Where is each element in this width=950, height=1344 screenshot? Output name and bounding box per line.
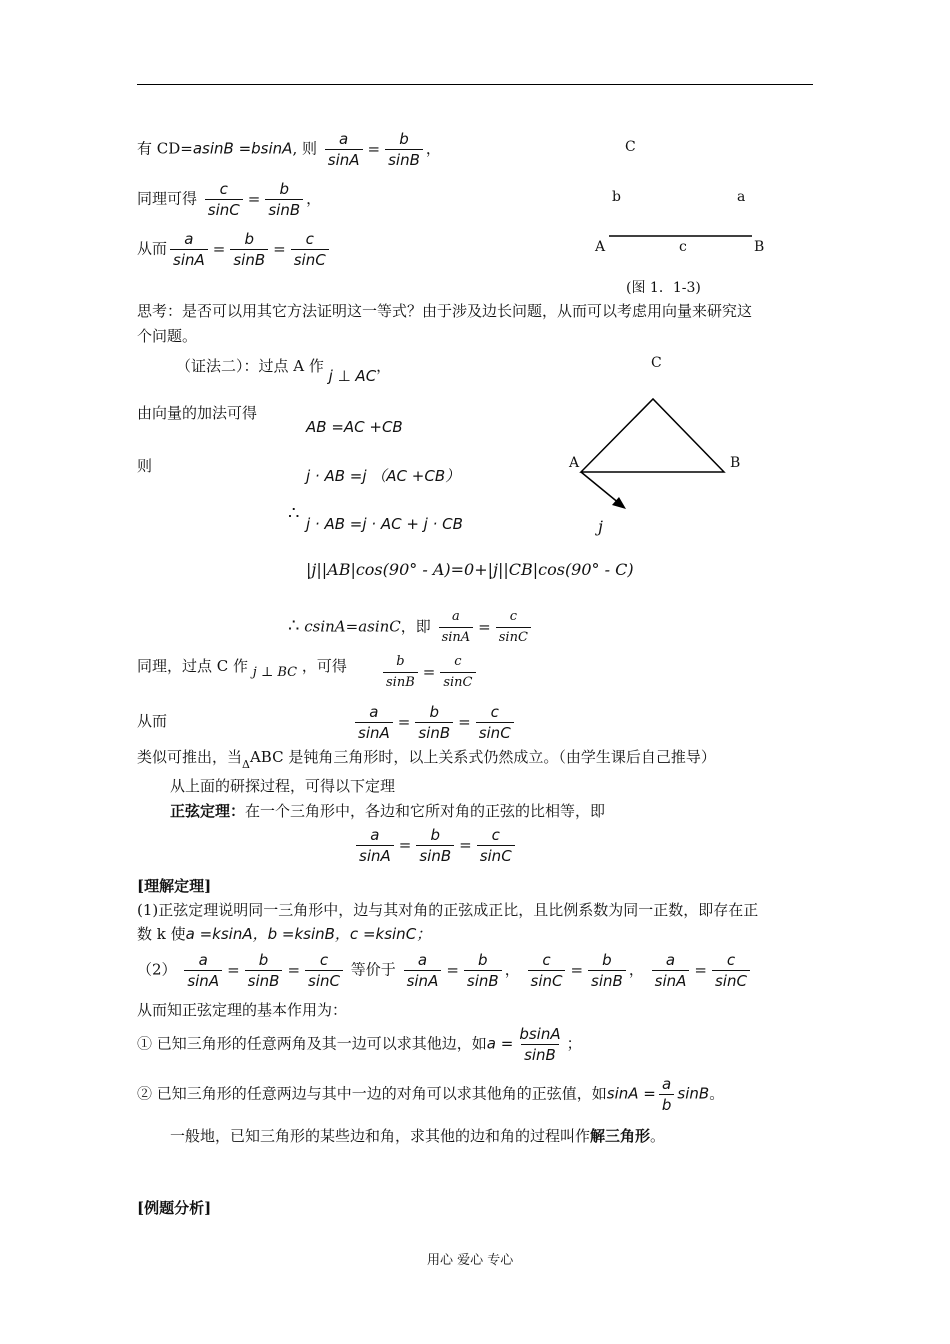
denominator: sinB	[464, 970, 502, 990]
numerator: b	[430, 826, 440, 844]
numerator: c	[509, 609, 517, 624]
numerator: a	[339, 130, 349, 148]
denominator: sinB	[383, 672, 418, 692]
numerator: a	[370, 826, 380, 844]
use1-lhs: a =	[486, 1034, 514, 1053]
numerator: a	[451, 609, 460, 624]
vector-addition-eq: AB =AC +CB	[306, 418, 403, 436]
csinA-eq: csinA=asinC	[304, 617, 401, 636]
understand-p1b	[137, 923, 431, 944]
fraction	[652, 951, 690, 990]
denominator: sinB	[415, 722, 453, 742]
fraction	[415, 703, 453, 742]
fraction	[476, 703, 514, 742]
separator: ，	[628, 960, 644, 979]
numerator: c	[454, 654, 462, 669]
fraction	[184, 951, 222, 990]
denominator: sinC	[476, 722, 514, 742]
denominator: sinC	[305, 970, 343, 990]
numerator: a	[184, 230, 194, 248]
numerator: b	[478, 951, 488, 969]
equivalent-text: 等价于	[350, 960, 396, 979]
fraction	[305, 951, 343, 990]
fig1-label-c-side: c	[679, 239, 687, 255]
fraction	[355, 703, 393, 742]
think-line2: 个问题。	[137, 327, 198, 345]
fig2-label-A: A	[569, 455, 580, 471]
theorem-title: 正弦定理：	[170, 802, 246, 820]
theorem-line	[170, 800, 605, 821]
denominator: sinA	[325, 149, 363, 169]
fraction	[356, 826, 394, 865]
perp-vector-j-bc: j ⊥ BC	[252, 665, 298, 680]
theorem-text: 在一个三角形中，各边和它所对角的正弦的比相等，即	[245, 802, 606, 820]
fig2-label-C: C	[651, 355, 662, 371]
fraction	[440, 653, 475, 692]
understand-p1a: (1)正弦定理说明同一三角形中，边与其对角的正弦成正比，且比例系数为同一正数，即存在正	[137, 901, 759, 919]
denominator: b	[659, 1094, 675, 1114]
denominator: sinC	[291, 249, 329, 269]
numerator: a	[662, 1075, 672, 1093]
understand-title: [理解定理]	[137, 877, 212, 895]
fraction	[383, 653, 418, 692]
line-therefore: 从而 $\frac{a}{\sin A}$ = $\frac{b}{\sin B}$ = $\frac{c}{\sin C}$	[137, 230, 332, 269]
line-similarly: 同理可得 $\frac{c}{\sin C}$ = $\frac{b}{\sin B}$ ，	[137, 180, 322, 219]
similar1-prefix: 同理，过点 C 作	[137, 657, 249, 675]
line1-tail: ，	[425, 139, 441, 158]
use2-line	[137, 1075, 724, 1114]
p2-label: （2）	[137, 960, 177, 979]
proof2-label: （证法二）：过点 A 作	[176, 357, 324, 375]
fraction	[477, 826, 515, 865]
denominator: sinA	[404, 970, 442, 990]
numerator: c	[490, 703, 499, 721]
line-cd: 有 CD=asinB =bsinA, 则 $\frac{a}{\sin A}$ = $\frac{b}{\sin B}$ ，	[137, 130, 441, 169]
numerator: a	[665, 951, 676, 969]
similarly-via-c	[137, 655, 347, 680]
obtuse-line	[137, 746, 716, 771]
denominator: sinB	[588, 970, 626, 990]
then-label: 则	[137, 457, 153, 475]
denominator: sinB	[245, 970, 283, 990]
numerator: c	[491, 826, 500, 844]
fig1-label-b: b	[612, 189, 621, 205]
numerator: b	[429, 703, 439, 721]
solve-term: 解三角形	[590, 1127, 651, 1145]
think-line1: 思考：是否可以用其它方法证明这一等式？由于涉及边长问题，从而可以考虑用向量来研究这	[137, 302, 753, 320]
use2-text: ② 已知三角形的任意两边与其中一边的对角可以求其他角的正弦值，如	[137, 1084, 607, 1103]
fraction	[516, 1025, 563, 1064]
solve-tail: 。	[650, 1127, 666, 1145]
basic-use-text: 从而知正弦定理的基本作用为：	[137, 1001, 348, 1019]
numerator: a	[369, 703, 379, 721]
fraction	[464, 951, 502, 990]
numerator: b	[279, 180, 289, 198]
fig1-label-A: A	[595, 239, 606, 255]
line2-prefix: 同理可得	[137, 189, 198, 208]
denominator: sinC	[205, 199, 243, 219]
numerator: b	[602, 951, 612, 969]
therefore-symbol: ∴	[288, 615, 300, 637]
fraction	[588, 951, 626, 990]
perp-vector-j: j ⊥ AC	[328, 367, 377, 385]
similar1-fraction-eq: $\frac{b}{\sin B}$ = $\frac{c}{\sin C}$	[380, 653, 479, 692]
use1-text: ① 已知三角形的任意两角及其一边可以求其他边，如	[137, 1034, 487, 1053]
denominator: sinB	[230, 249, 268, 269]
numerator: c	[305, 230, 314, 248]
denominator: sinA	[355, 722, 393, 742]
from-above-text: 从上面的研探过程，可得以下定理	[170, 777, 396, 795]
proof2-tail: ，	[376, 357, 392, 375]
denominator: sinA	[184, 970, 222, 990]
numerator: a	[198, 951, 208, 969]
fraction	[416, 826, 454, 865]
dot-product-expanded: j · AB =j · AC + j · CB	[306, 515, 463, 533]
understand-p2: （2） $\frac{a}{\sin A}$ = $\frac{b}{\sin B}$ = $\frac{c}{\sin C}$ 等价于 $\frac{a}{\sin A}$ = $\frac{b}{\sin B}$ ， $\frac{c}{\sin C}$ = $\frac{b}{\sin B}$ ， $\frac{a}{\sin A}$ = $\frac{c}{\sin C}$	[137, 951, 753, 990]
denominator: sinB	[521, 1044, 559, 1064]
vector-addition-text: 由向量的加法可得	[137, 404, 258, 422]
obtuse-post: ABC 是钝角三角形时，以上关系式仍然成立。（由学生课后自己推导）	[249, 748, 716, 766]
numerator: c	[542, 951, 551, 969]
fig1-label-c-vertex: C	[625, 139, 636, 155]
example-title: [例题分析]	[137, 1199, 212, 1217]
therefore-line2: ∴ csinA=asinC，即 $\frac{a}{\sin A}$ = $\frac{c}{\sin C}$	[288, 608, 534, 647]
similar1-mid: ，可得	[301, 657, 347, 675]
numerator: b	[258, 951, 269, 969]
use1-line	[137, 1025, 582, 1064]
footer: 用心 爱心 专心	[427, 1253, 514, 1268]
denominator: sinA	[356, 845, 394, 865]
theorem-fraction-eq: $\frac{a}{\sin A}$ = $\frac{b}{\sin B}$ = $\frac{c}{\sin C}$	[353, 826, 518, 865]
numerator: bsinA	[519, 1025, 561, 1043]
numerator: b	[399, 130, 409, 148]
line1-then: , 则	[292, 139, 317, 158]
fig2-label-j: j	[598, 517, 603, 536]
denominator: sinC	[496, 627, 531, 647]
use1-tail: ；	[566, 1034, 582, 1053]
fraction	[245, 951, 283, 990]
denominator: sinB	[265, 199, 303, 219]
numerator: b	[244, 230, 255, 248]
numerator: c	[726, 951, 736, 969]
line3-prefix: 从而	[137, 239, 168, 258]
p1b-pre: 数 k 使	[137, 925, 186, 943]
solve-text: 一般地，已知三角形的某些边和角，求其他的边和角的过程叫作	[170, 1127, 591, 1145]
use2-tail: 。	[709, 1084, 725, 1103]
norm-cos-eq: |j||AB|cos(90° - A)=0+|j||CB|cos(90° - C)	[306, 560, 634, 579]
use2-rhs: sinB	[677, 1084, 710, 1103]
numerator: a	[417, 951, 428, 969]
fig1-label-B: B	[754, 239, 765, 255]
denominator: sinC	[440, 672, 475, 692]
denominator: sinA	[439, 627, 474, 647]
fig1-label-a: a	[737, 189, 746, 205]
numerator: c	[319, 951, 329, 969]
use2-lhs: sinA =	[606, 1084, 656, 1103]
line1-expr: asinB =bsinA	[192, 139, 293, 158]
fig1-caption: (图 1．1-3)	[626, 280, 701, 296]
numerator: b	[396, 654, 405, 669]
denominator: sinC	[477, 845, 515, 865]
solve-triangle-line	[170, 1125, 665, 1146]
therefore-symbol: ∴	[288, 503, 300, 524]
fig2-label-B: B	[730, 455, 741, 471]
triangle-symbol: Δ	[242, 758, 250, 771]
line2-tail: ，	[306, 189, 322, 208]
line1-prefix: 有 CD=	[137, 139, 193, 158]
similar2-prefix: 从而	[137, 712, 168, 730]
fraction	[528, 951, 566, 990]
fraction	[404, 951, 442, 990]
separator: ，	[504, 960, 520, 979]
obtuse-pre: 类似可推出，当	[137, 748, 243, 766]
denominator: sinC	[712, 970, 750, 990]
fraction	[712, 951, 750, 990]
fraction	[659, 1075, 675, 1114]
denominator: sinB	[385, 149, 423, 169]
dot-product-eq: j · AB =j （AC +CB）	[306, 467, 461, 485]
similar2-fraction-eq: $\frac{a}{\sin A}$ = $\frac{b}{\sin B}$ = $\frac{c}{\sin C}$	[352, 703, 517, 742]
therefore2-mid: ，即	[400, 617, 431, 636]
denominator: sinA	[170, 249, 208, 269]
denominator: sinC	[528, 970, 566, 990]
proportion-eq: a =ksinA，b =ksinB，c =ksinC；	[185, 925, 432, 943]
denominator: sinA	[652, 970, 690, 990]
denominator: sinB	[416, 845, 454, 865]
numerator: c	[219, 180, 228, 198]
